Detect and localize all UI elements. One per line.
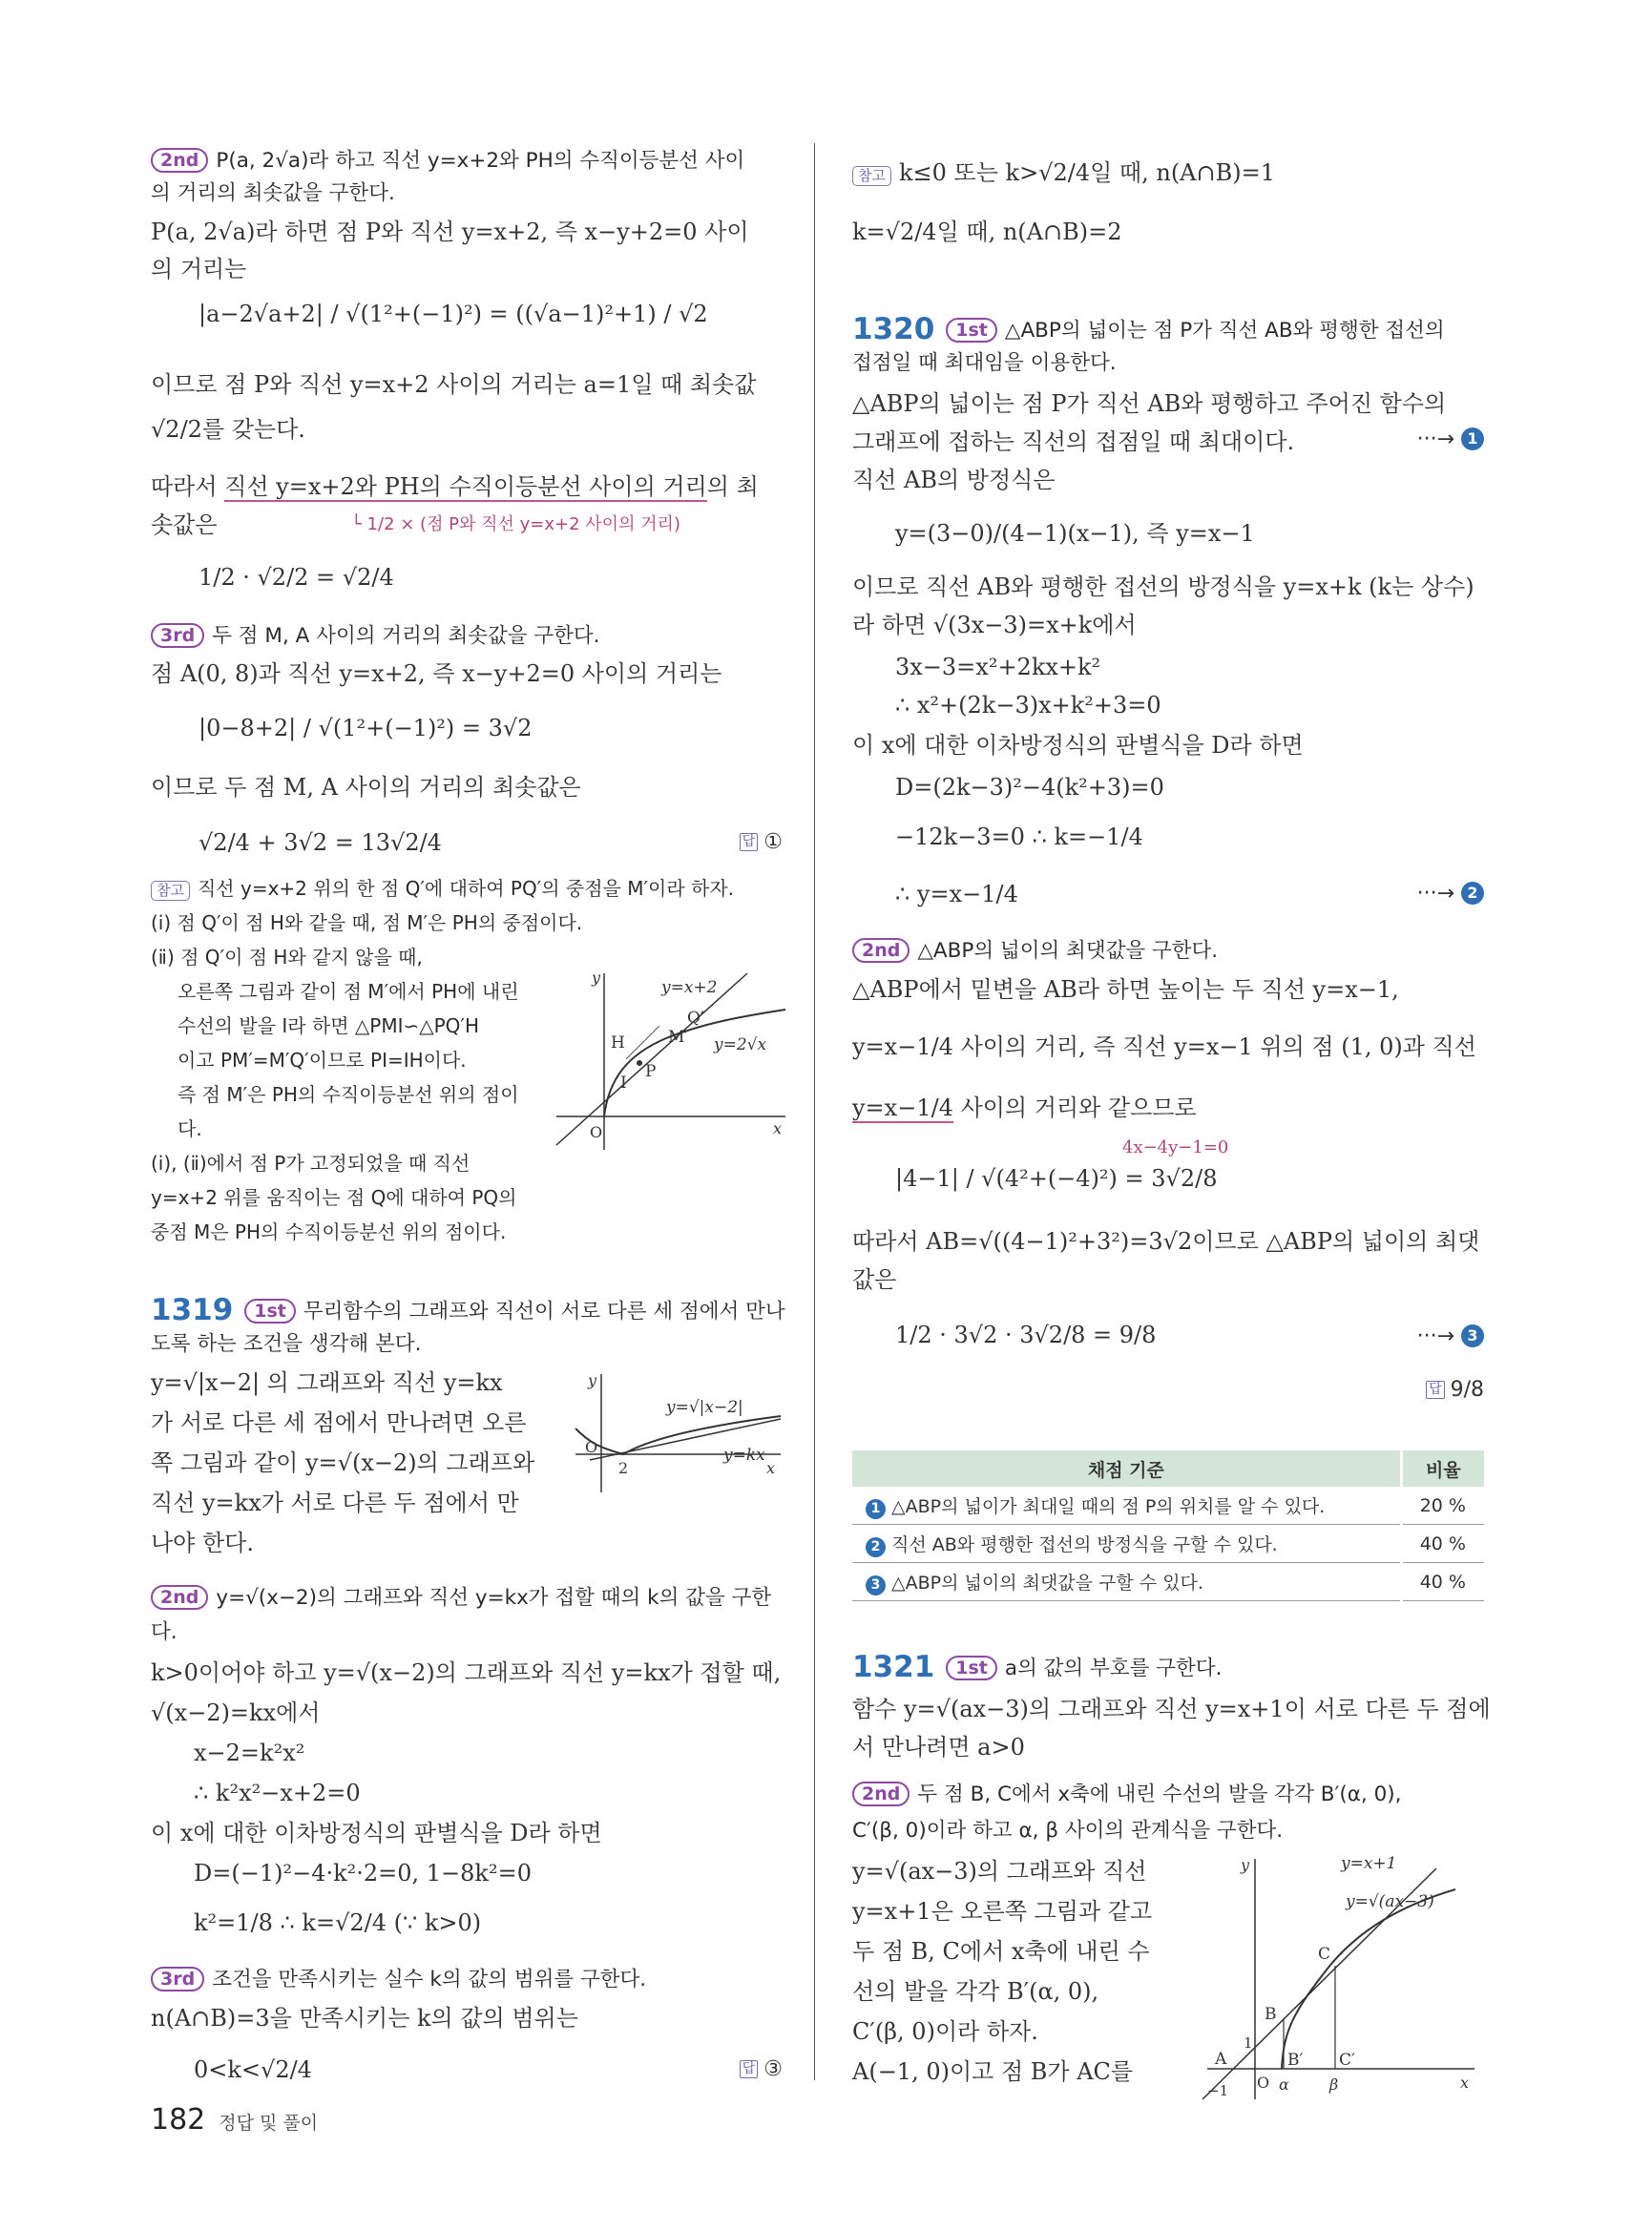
tag-1st: 1st [946,1656,997,1680]
tag-2nd: 2nd [852,1782,910,1806]
label-one: 1 [1244,2034,1253,2052]
problem-1319-heading [151,1294,785,1328]
tag-1st: 1st [244,1299,296,1324]
text-line: 도록 하는 조건을 생각해 본다. [151,1332,422,1356]
tag-3rd: 3rd [151,1967,204,1991]
label-c: C [1318,1945,1331,1964]
text-line: 두 점 B, C에서 x축에 내린 수 [852,1938,1150,1965]
text-span: 직선 y=x+2 위의 한 점 Q′에 대하여 PQ′의 중점을 M′이라 하자. [197,877,735,900]
text-line: 다. [151,1620,178,1644]
footer-title: 정답 및 풀이 [219,2113,319,2134]
label-i: I [620,1074,627,1093]
formula-line: √2/4 + 3√2 = 13√2/4 [199,829,442,856]
column-divider [814,143,815,2080]
label-neg-one: −1 [1207,2082,1229,2099]
text-line: y=√(ax−3)의 그래프와 직선 [852,1858,1147,1885]
text-span: a의 값의 부호를 구한다. [1004,1657,1223,1680]
segment-pq [626,1026,659,1059]
label-h: H [611,1033,625,1053]
text-line: 값은 [852,1266,897,1293]
step-3rd-heading [151,1964,646,1996]
answer-value: ③ [763,2057,783,2081]
text-line: 솟값은 [151,511,218,538]
step-3rd-heading [151,620,600,653]
label-q-prime: Q′ [687,1009,704,1028]
formula-line: |4−1| / √(4²+(−4)²) = 3√2/8 [895,1165,1218,1192]
table-header-ratio: 비율 [1401,1450,1484,1487]
label-beta: β [1329,2075,1339,2094]
reference-line: 이고 PM′=M′Q′이므로 PI=IH이다. [178,1049,467,1072]
page-footer [151,2103,318,2137]
formula-line: k²=1/8 ∴ k=√2/4 (∵ k>0) [194,1909,482,1936]
point-p [637,1060,642,1066]
text-line: √(x−2)=kx에서 [151,1699,321,1726]
criteria-cell [852,1563,1401,1601]
formula-line: 3x−3=x²+2kx+k² [895,654,1101,680]
reference-line: (ⅱ) 점 Q′이 점 H와 같지 않을 때, [151,946,423,969]
problem-number: 1321 [852,1650,935,1684]
graph-root-abs [571,1366,785,1495]
reference-line [852,156,1275,189]
formula-line: D=(−1)²−4·k²·2=0, 1−8k²=0 [194,1860,532,1887]
reference-line: 오른쪽 그림과 같이 점 M′에서 PH에 내린 [178,980,519,1003]
formula-line: ∴ y=x−1/4 [895,881,1018,907]
text-line: 이므로 점 P와 직선 y=x+2 사이의 거리는 a=1일 때 최솟값 [151,371,757,398]
tag-2nd: 2nd [151,1585,208,1610]
text-line: √2/2를 갖는다. [151,416,305,443]
text-span: k≤0 또는 k>√2/4일 때, n(A∩B)=1 [898,159,1275,186]
formula-line: 1/2 · √2/2 = √2/4 [199,564,394,591]
formula-line: 0<k<√2/4 [194,2056,312,2083]
marker-number: 3 [1461,1324,1484,1347]
step-2nd-heading [852,935,1218,968]
text-span: 의 최 [706,473,759,500]
tag-ref: 참고 [151,881,190,901]
page-number: 182 [151,2103,206,2137]
answer-icon: 답 [740,833,759,851]
line-y-x-plus-2 [556,973,747,1145]
text-line: 이므로 두 점 M, A 사이의 거리의 최솟값은 [151,774,581,801]
text-line: 직선 y=kx가 서로 다른 두 점에서 만 [151,1490,519,1516]
text-line: 점 A(0, 8)과 직선 y=x+2, 즉 x−y+2=0 사이의 거리는 [151,660,722,687]
formula-line: |0−8+2| / √(1²+(−1)²) = 3√2 [199,715,533,741]
criteria-number: 3 [866,1575,886,1595]
text-line: 함수 y=√(ax−3)의 그래프와 직선 y=x+1이 서로 다른 두 점에 [852,1696,1491,1722]
label-curve: y=√|x−2| [666,1398,743,1417]
text-line [151,470,759,503]
label-y: y [592,969,601,987]
text-line: P(a, 2√a)라 하고 직선 y=x+2와 PH의 수직이등분선 사이 [216,149,745,173]
label-line: y=x+1 [1341,1854,1397,1873]
text-line: 선의 발을 각각 B′(α, 0), [852,1978,1099,2005]
formula-line: D=(2k−3)²−4(k²+3)=0 [895,774,1164,801]
text-span: 따라서 [151,473,225,500]
answer-value: 9/8 [1450,1378,1484,1402]
step-marker: ···→ 1 [1417,427,1484,451]
label-curve: y=√(ax−3) [1346,1892,1434,1911]
label-alpha: α [1279,2075,1289,2094]
step-2nd-heading [852,1779,1402,1811]
criteria-text: 직선 AB와 평행한 접선의 방정식을 구할 수 있다. [891,1533,1278,1555]
text-span: △ABP의 넓이는 점 P가 직선 AB와 평행한 접선의 [1004,319,1445,343]
label-origin: O [1257,2074,1270,2092]
label-two: 2 [618,1459,629,1477]
ratio-cell: 40 % [1401,1525,1484,1563]
text-line: C′(β, 0)이라 하자. [852,2018,1038,2045]
grading-table [852,1450,1484,1601]
text-line: y=x−1/4 사이의 거리, 즉 직선 y=x−1 위의 점 (1, 0)과 직선 [852,1033,1476,1060]
formula-line: ∴ x²+(2k−3)x+k²+3=0 [895,692,1161,719]
formula-line: ∴ k²x²−x+2=0 [194,1780,361,1806]
label-line: y=x+2 [661,978,718,997]
problem-1320-heading [852,313,1445,347]
text-line: k>0이어야 하고 y=√(x−2)의 그래프와 직선 y=kx가 접할 때, [151,1659,782,1686]
step-2nd-heading [151,1582,771,1615]
answer-mark [740,830,783,854]
table-row [852,1563,1484,1601]
text-line: 가 서로 다른 세 점에서 만나려면 오른 [151,1409,527,1436]
text-line: k=√2/4일 때, n(A∩B)=2 [852,219,1122,245]
text-line: △ABP에서 밑변을 AB라 하면 높이는 두 직선 y=x−1, [852,976,1399,1003]
tag-2nd: 2nd [852,938,910,963]
tag-3rd: 3rd [151,623,204,648]
text-line: 나야 한다. [151,1530,254,1556]
label-x: x [766,1459,776,1477]
text-line: 직선 AB의 방정식은 [852,467,1056,493]
reference-line: 즉 점 M′은 PH의 수직이등분선 위의 점이 [178,1083,519,1106]
label-line: y=kx [723,1446,765,1465]
text-line: 접점일 때 최대임을 이용한다. [852,351,1117,375]
text-line: △ABP의 넓이는 점 P가 직선 AB와 평행하고 주어진 함수의 [852,390,1447,417]
label-y: y [1241,1856,1250,1874]
formula-line: 1/2 · 3√2 · 3√2/8 = 9/8 [895,1322,1157,1348]
answer-icon: 답 [740,2060,759,2078]
annotation-note: └ 1/2 × (점 P와 직선 y=x+2 사이의 거리) [351,514,680,534]
text-span: △ABP의 넓이의 최댓값을 구한다. [917,939,1219,963]
step-marker: ···→ 3 [1417,1324,1484,1348]
reference-line: (ⅰ), (ⅱ)에서 점 P가 고정되었을 때 직선 [151,1152,471,1175]
label-origin: O [590,1123,603,1141]
label-p: P [645,1062,657,1081]
text-line: 그래프에 접하는 직선의 접점일 때 최대이다. [852,428,1295,455]
underlined-phrase: 직선 y=x+2와 PH의 수직이등분선 사이의 거리 [224,473,707,500]
criteria-cell [852,1525,1401,1563]
tag-2nd: 2nd [151,148,208,173]
table-row [852,1525,1484,1563]
tag-1st: 1st [946,318,997,343]
reference-line: y=x+2 위를 움직이는 점 Q에 대하여 PQ의 [151,1186,517,1209]
reference-line: 중점 M은 PH의 수직이등분선 위의 점이다. [151,1220,507,1243]
answer-icon: 답 [1426,1381,1445,1399]
criteria-cell [852,1487,1401,1525]
text-line [852,1092,1197,1124]
formula-line: x−2=k²x² [194,1740,305,1766]
reference-line [151,872,734,905]
problem-number: 1319 [151,1293,234,1327]
step-2nd-heading [151,145,744,177]
label-a: A [1215,2050,1227,2069]
label-y: y [588,1371,597,1389]
text-span: 두 점 M, A 사이의 거리의 최솟값을 구한다. [212,624,600,648]
annotation-note: 4x−4y−1=0 [1122,1137,1229,1157]
ratio-cell: 40 % [1401,1563,1484,1601]
formula-line: −12k−3=0 ∴ k=−1/4 [895,824,1143,850]
text-line: 이 x에 대한 이차방정식의 판별식을 D라 하면 [151,1820,602,1846]
graph-perpendicular-bisector [552,964,790,1155]
criteria-number: 1 [866,1499,886,1519]
criteria-text: △ABP의 넓이가 최대일 때의 점 P의 위치를 알 수 있다. [891,1495,1326,1517]
step-marker: ···→ 2 [1417,882,1484,906]
problem-1321-heading [852,1651,1222,1685]
text-line: 의 거리는 [151,256,247,282]
text-line: 쪽 그림과 같이 y=√(x−2)의 그래프와 [151,1449,535,1476]
label-origin: O [585,1438,598,1456]
reference-line: (ⅰ) 점 Q′이 점 H와 같을 때, 점 M′은 PH의 중점이다. [151,911,583,934]
answer-mark [1426,1378,1484,1402]
text-span: 조건을 만족시키는 실수 k의 값의 범위를 구한다. [212,1968,647,1991]
marker-number: 1 [1461,427,1484,450]
marker-number: 2 [1461,882,1484,905]
text-span: 두 점 B, C에서 x축에 내린 수선의 발을 각각 B′(α, 0), [917,1783,1402,1806]
answer-value: ① [763,830,783,854]
label-x: x [1460,2074,1470,2092]
text-line: n(A∩B)=3을 만족시키는 k의 값의 범위는 [151,2005,578,2032]
graph-sqrt-ax-3 [1198,1849,1484,2107]
label-b: B [1265,2005,1277,2024]
text-line: y=√|x−2| 의 그래프와 직선 y=kx [151,1369,503,1396]
reference-line: 다. [178,1117,202,1140]
table-row [852,1487,1484,1525]
label-x: x [773,1119,783,1137]
underlined-phrase: y=x−1/4 [852,1095,953,1121]
answer-mark [740,2057,783,2081]
text-line: 이므로 직선 AB와 평행한 접선의 방정식을 y=x+k (k는 상수) [852,573,1474,600]
text-line: y=x+1은 오른쪽 그림과 같고 [852,1898,1153,1925]
formula-line: y=(3−0)/(4−1)(x−1), 즉 y=x−1 [895,520,1255,547]
label-curve: y=2√x [714,1035,767,1054]
text-line: 따라서 AB=√((4−1)²+3²)=3√2이므로 △ABP의 넓이의 최댓 [852,1228,1480,1255]
text-line: 의 거리의 최솟값을 구한다. [151,181,395,205]
text-span: 무리함수의 그래프와 직선이 서로 다른 세 점에서 만나 [303,1300,785,1324]
text-span: 사이의 거리와 같으므로 [952,1095,1197,1121]
formula-line: |a−2√a+2| / √(1²+(−1)²) = ((√a−1)²+1) / √2 [199,301,708,327]
tag-ref: 참고 [852,166,891,186]
text-line: 서 만나려면 a>0 [852,1734,1025,1761]
label-c-prime: C′ [1339,2051,1355,2070]
problem-number: 1320 [852,312,935,346]
table-header-criteria: 채점 기준 [852,1450,1401,1487]
ratio-cell: 20 % [1401,1487,1484,1525]
text-line: A(−1, 0)이고 점 B가 AC를 [852,2058,1134,2085]
criteria-text: △ABP의 넓이의 최댓값을 구할 수 있다. [891,1572,1203,1594]
criteria-number: 2 [866,1537,886,1557]
text-line: P(a, 2√a)라 하면 점 P와 직선 y=x+2, 즉 x−y+2=0 사이 [151,219,749,245]
text-line: 이 x에 대한 이차방정식의 판별식을 D라 하면 [852,732,1304,759]
curve-sqrt-ax-3 [1282,1889,1455,2069]
text-line: 라 하면 √(3x−3)=x+k에서 [852,612,1137,638]
text-line: C′(β, 0)이라 하고 α, β 사이의 관계식을 구한다. [852,1819,1284,1843]
label-m-prime: M′ [668,1028,689,1047]
label-b-prime: B′ [1287,2051,1304,2070]
text-span: y=√(x−2)의 그래프와 직선 y=kx가 접할 때의 k의 값을 구한 [216,1586,772,1610]
reference-line: 수선의 발을 I라 하면 △PMI∽△PQ′H [178,1014,480,1037]
